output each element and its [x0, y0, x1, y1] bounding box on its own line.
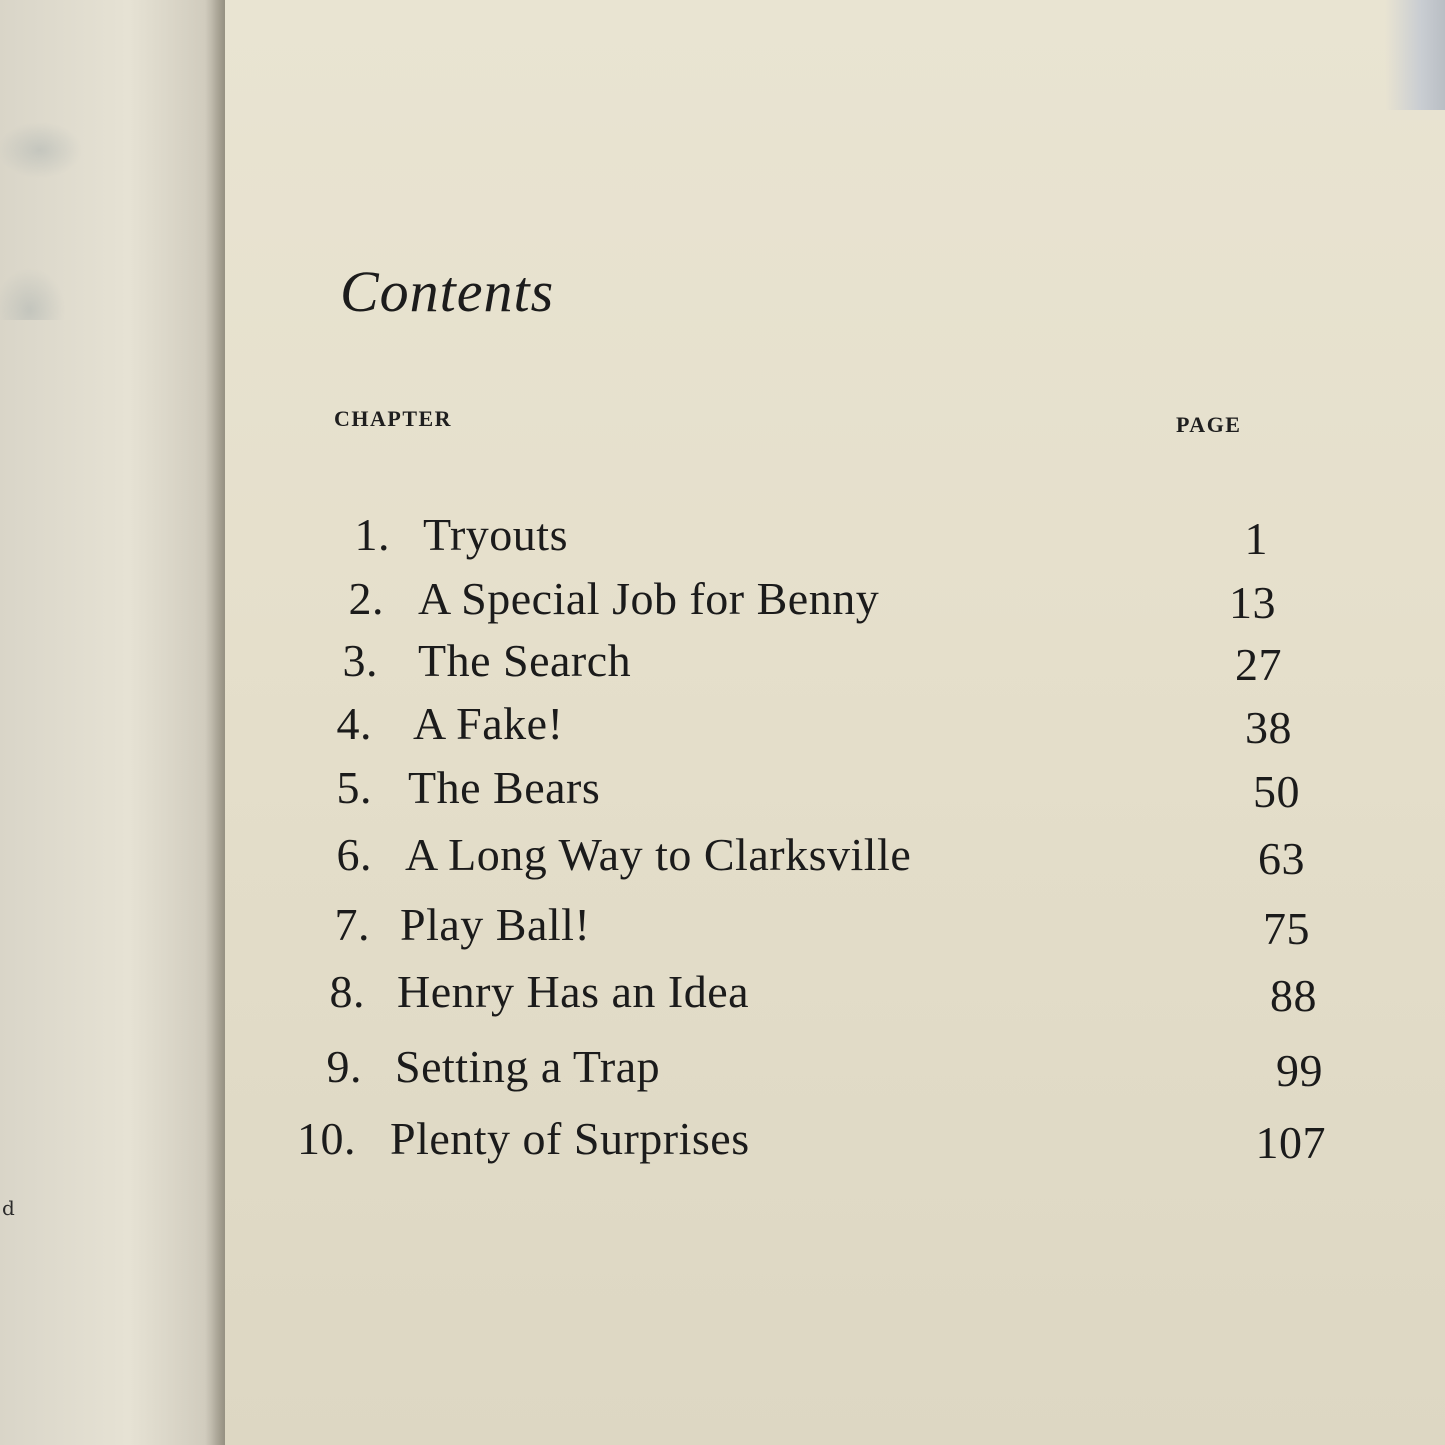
toc-page-number: 88: [1270, 970, 1317, 1021]
toc-page-number: 99: [1276, 1045, 1323, 1096]
toc-entry: [0, 1112, 1445, 1172]
toc-chapter-number: 4.: [336, 698, 372, 749]
toc-chapter-number: 3.: [342, 635, 378, 686]
toc-page-number: 38: [1245, 702, 1292, 753]
toc-chapter-number: 5.: [336, 762, 372, 813]
toc-page-number: 13: [1229, 577, 1276, 628]
toc-chapter-number: 1.: [354, 509, 390, 560]
chapter-column-heading: CHAPTER: [334, 406, 453, 431]
contents-title: Contents: [340, 259, 555, 324]
toc-page-number: 63: [1258, 833, 1305, 884]
background-edge: [1385, 0, 1445, 110]
toc-entry: [0, 634, 1445, 694]
toc-entry: [0, 828, 1445, 888]
toc-chapter-number: 10.: [297, 1113, 356, 1164]
toc-chapter-title: A Long Way to Clarksville: [405, 829, 912, 880]
toc-chapter-title: Setting a Trap: [395, 1041, 661, 1092]
toc-page-number: 1: [1244, 513, 1268, 564]
toc-chapter-title: Plenty of Surprises: [390, 1113, 750, 1164]
toc-chapter-title: The Bears: [408, 762, 601, 813]
toc-entry: [0, 1040, 1445, 1100]
toc-chapter-title: A Fake!: [413, 698, 564, 749]
toc-entry: [0, 697, 1445, 757]
toc-chapter-title: The Search: [418, 635, 632, 686]
left-page-bleed-illustration: [0, 60, 120, 320]
toc-page-number: 27: [1235, 639, 1282, 690]
toc-chapter-title: Tryouts: [423, 509, 568, 560]
toc-chapter-title: Play Ball!: [400, 899, 591, 950]
page-column-heading: PAGE: [1176, 412, 1242, 437]
toc-chapter-title: A Special Job for Benny: [418, 573, 880, 624]
toc-entry: [0, 965, 1445, 1025]
toc-chapter-number: 8.: [329, 966, 365, 1017]
toc-chapter-title: Henry Has an Idea: [397, 966, 750, 1017]
toc-page-number: 50: [1253, 766, 1300, 817]
toc-entry: [0, 508, 1445, 568]
toc-chapter-number: 6.: [336, 829, 372, 880]
toc-chapter-number: 7.: [334, 899, 370, 950]
left-page-margin-mark: d: [2, 1196, 15, 1220]
toc-page-number: 107: [1255, 1117, 1326, 1168]
toc-entry: [0, 572, 1445, 632]
toc-entry: [0, 898, 1445, 958]
toc-chapter-number: 9.: [326, 1041, 362, 1092]
toc-entry: [0, 761, 1445, 821]
toc-page-number: 75: [1263, 903, 1310, 954]
toc-chapter-number: 2.: [348, 573, 384, 624]
